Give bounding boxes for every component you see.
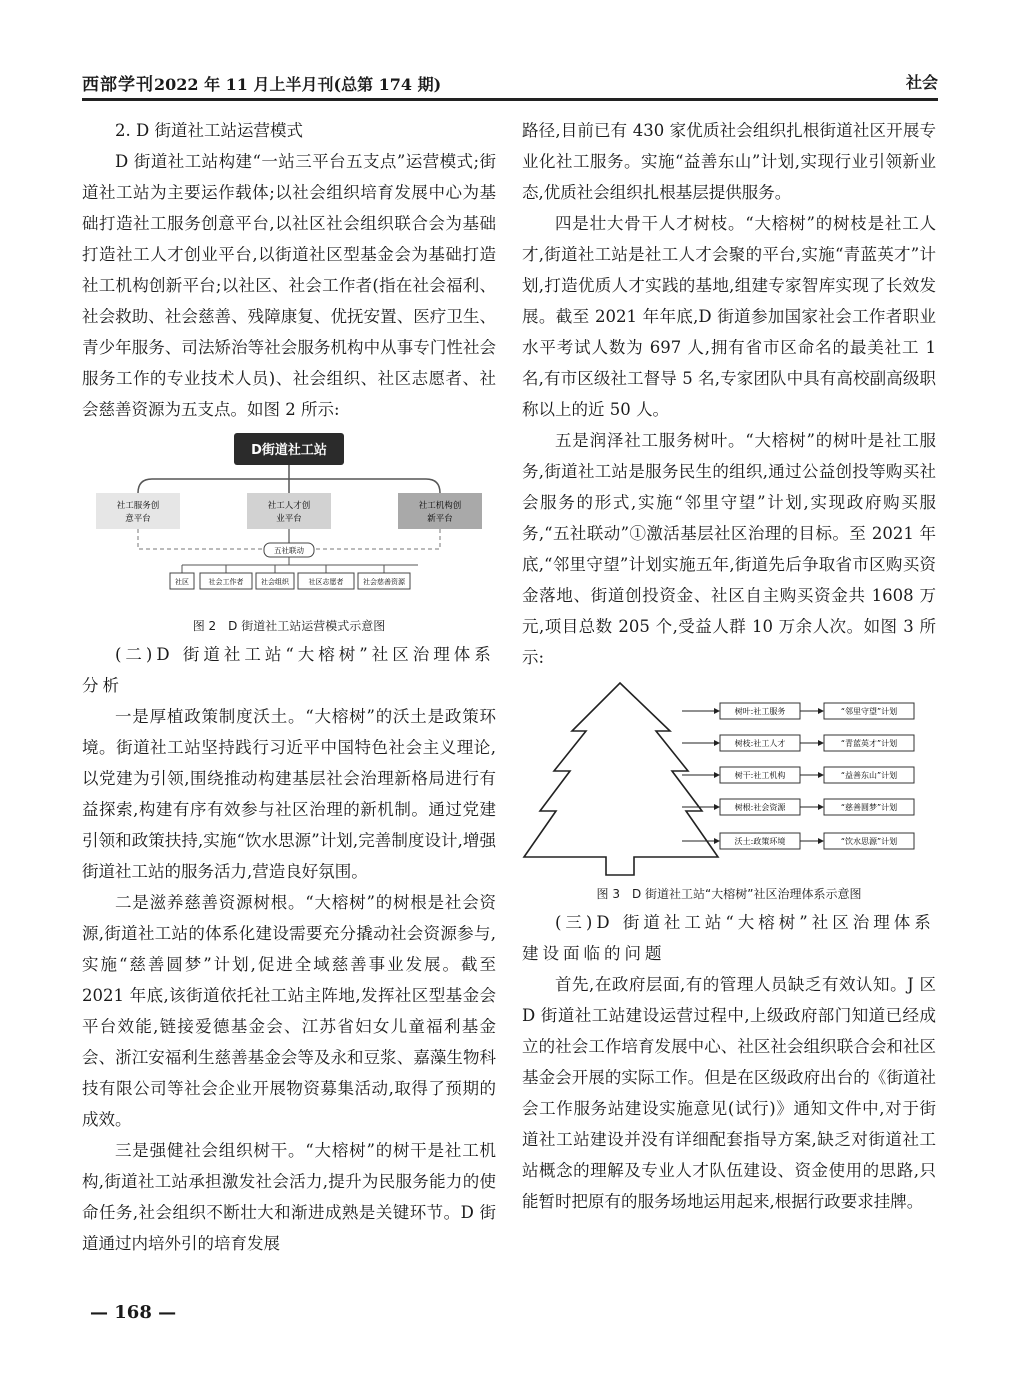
row-plan: “慈善圆梦”计划: [840, 803, 898, 812]
pillar-label: 社会工作者: [208, 578, 244, 586]
pillar-label: 社会慈善资源: [363, 578, 405, 586]
row-soil: [682, 833, 914, 849]
right-column: [522, 115, 936, 1217]
row-plan: “益善东山”计划: [840, 771, 898, 780]
row-root: [682, 799, 914, 815]
figure-2-diagram: [82, 431, 496, 611]
section-heading: (三)D 街道社工站“大榕树”社区治理体系建设面临的问题: [522, 913, 935, 963]
platform-talent-line2: 业平台: [276, 514, 302, 524]
journal-logo: 西部学刊: [82, 75, 154, 95]
row-plan: “青蓝英才”计划: [840, 739, 898, 748]
paragraph: 二是滋养慈善资源树根。“大榕树”的树根是社会资源,街道社工站的体系化建设需要充分撬动社会资源参与,实施“慈善圆梦”计划,促进全域慈善事业发展。截至 2021 年底,该街道依托社工站主阵地,发挥社区型基金会平台效能,链接爱德基金会、江苏省妇女儿童福利基金会、浙江安福利生慈善基金会等及永和豆浆、嘉藻生物科技有限公司等社会企业开展物资募集活动,取得了预期的成效。: [82, 893, 496, 1129]
station-node-label: D街道社工站: [251, 443, 327, 458]
row-label: 沃土:政策环境: [734, 837, 786, 846]
page-number: — 168 —: [90, 1302, 177, 1323]
row-label: 树根:社会资源: [734, 803, 786, 812]
paragraph: 路径,目前已有 430 家优质社会组织扎根街道社区开展专业化社工服务。实施“益善东山”计划,实现行业引领新业态,优质社会组织扎根基层提供服务。: [522, 121, 936, 202]
paragraph: 五是润泽社工服务树叶。“大榕树”的树叶是社工服务,街道社工站是服务民生的组织,通过公益创投等购买社会服务的形式,实施“邻里守望”计划,实现政府购买服务,“五社联动”①激活基层社区治理的目标。至 2021 年底,“邻里守望”计划实施五年,街道先后争取省市区购买资金落地、街道创投资金、社区自主购买资金共 1608 万元,项目总数 205 个,受益人群 10 万余人次。如图 3 所示:: [522, 431, 936, 667]
pillar-connectors: [182, 557, 418, 573]
platform-service-line2: 意平台: [125, 514, 151, 524]
row-label: 树叶:社工服务: [734, 707, 786, 716]
paragraph: 四是壮大骨干人才树枝。“大榕树”的树枝是社工人才,街道社工站是社工人才会聚的平台,实施“青蓝英才”计划,打造优质人才实践的基地,组建专家智库实现了长效发展。截至 2021 年年底,D 街道参加国家社会工作者职业水平考试人数为 697 人,拥有省市区命名的最美社工 1 名,有市区级社工督导 5 名,专家团队中具有高校副高级职称以上的近 50 人。: [522, 214, 936, 419]
running-header: [82, 70, 938, 98]
pillar-label: 社区志愿者: [308, 578, 344, 586]
connector-lines: [138, 465, 440, 493]
figure-2-caption: 图 2 D 街道社工站运营模式示意图: [192, 619, 386, 633]
platform-service-line1: 社工服务创: [116, 501, 160, 511]
issue-info: 2022 年 11 月上半月刊(总第 174 期): [154, 75, 442, 94]
section-label: 社会: [905, 73, 938, 92]
tree-outline-icon: [524, 683, 718, 875]
paragraph: D 街道社工站构建“一站三平台五支点”运营模式;街道社工站为主要运作载体;以社会组织培育发展中心为基础打造社工服务创意平台,以社区社会组织联合会为基础打造社工人才创业平台,以街道社区型基金会为基础打造社工机构创新平台;以社区、社会工作者(指在社会福利、社会救助、社会慈善、残障康复、优抚安置、医疗卫生、青少年服务、司法矫治等社会服务机构中从事专门性社会服务工作的专业技术人员)、社会组织、社区志愿者、社会慈善资源为五支点。如图 2 所示:: [82, 152, 496, 419]
paragraph: 一是厚植政策制度沃土。“大榕树”的沃土是政策环境。街道社工站坚持践行习近平中国特色社会主义理论,以党建为引领,围绕推动构建基层社会治理新格局进行有益探索,构建有序有效参与社区治理的新机制。通过党建引领和政策扶持,实施“饮水思源”计划,完善制度设计,增强街道社工站的服务活力,营造良好氛围。: [82, 707, 496, 881]
figure-3-diagram: [522, 679, 936, 879]
section-heading: (二)D 街道社工站“大榕树”社区治理体系分析: [82, 645, 495, 695]
row-leaf: [682, 703, 914, 719]
platform-org-line2: 新平台: [427, 514, 453, 524]
subhead-operation-mode: 2. D 街道社工站运营模式: [115, 121, 303, 140]
figure-3-caption: 图 3 D 街道社工站“大榕树”社区治理体系示意图: [596, 887, 862, 901]
platform-org-line1: 社工机构创: [418, 501, 462, 511]
pillar-label: 社会组织: [261, 578, 289, 586]
left-column: [82, 115, 496, 1259]
platform-talent-line1: 社工人才创: [267, 501, 311, 511]
paragraph: 三是强健社会组织树干。“大榕树”的树干是社工机构,街道社工站承担激发社会活力,提升为民服务能力的使命任务,社会组织不断壮大和渐进成熟是关键环节。D 街道通过内培外引的培育发展: [82, 1141, 496, 1253]
row-plan: “饮水思源”计划: [840, 837, 898, 846]
pillar-label: 社区: [175, 578, 189, 586]
header-rule: [82, 98, 938, 101]
paragraph: 首先,在政府层面,有的管理人员缺乏有效认知。J 区 D 街道社工站建设运营过程中,上级政府部门知道已经成立的社会工作培育发展中心、社区社会组织联合会和社区基金会开展的实际工作。但是在区级政府出台的《街道社会工作服务站建设实施意见(试行)》通知文件中,对于街道社工站建设并没有详细配套指导方案,缺乏对街道社工站概念的理解及专业人才队伍建设、资金使用的思路,只能暂时把原有的服务场地运用起来,根据行政要求挂牌。: [522, 975, 936, 1211]
hub-node-label: 五社联动: [274, 546, 304, 555]
row-trunk: [682, 767, 914, 783]
journal-info: [82, 70, 441, 95]
row-label: 树干:社工机构: [734, 771, 786, 780]
row-label: 树枝:社工人才: [734, 739, 786, 748]
row-branch: [682, 735, 914, 751]
row-plan: “邻里守望”计划: [840, 707, 898, 716]
